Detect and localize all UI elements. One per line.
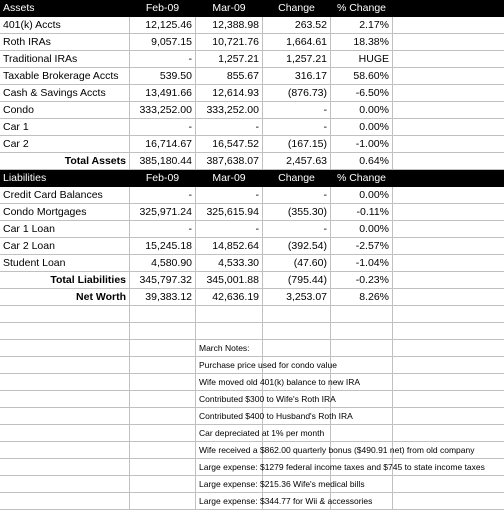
empty-cell[interactable]	[393, 221, 504, 238]
note-text: Purchase price used for condo value	[199, 360, 337, 370]
empty-cell[interactable]	[331, 391, 393, 408]
value-cell[interactable]: 16,547.52	[196, 136, 263, 153]
note-row	[0, 374, 504, 391]
empty-cell[interactable]	[393, 204, 504, 221]
header-cell[interactable]: Assets	[0, 0, 130, 17]
empty-cell[interactable]	[331, 425, 393, 442]
value-cell[interactable]: 263.52	[263, 17, 331, 34]
value-cell[interactable]: 12,388.98	[196, 17, 263, 34]
value-cell[interactable]: 325,615.94	[196, 204, 263, 221]
value-cell[interactable]: 539.50	[130, 68, 196, 85]
value-cell[interactable]: -	[263, 102, 331, 119]
value-cell[interactable]: 14,852.64	[196, 238, 263, 255]
asset-row	[0, 17, 504, 34]
net-worth-row	[0, 289, 504, 306]
liabilities-header-row	[0, 170, 504, 187]
empty-cell[interactable]	[393, 425, 504, 442]
empty-cell[interactable]	[393, 68, 504, 85]
empty-cell[interactable]	[393, 357, 504, 374]
empty-cell[interactable]	[393, 408, 504, 425]
note-text: Wife received a $862.00 quarterly bonus ($490.91 net) from old company	[199, 445, 475, 455]
label-cell[interactable]: Credit Card Balances	[0, 187, 130, 204]
empty-cell[interactable]	[130, 306, 196, 323]
value-cell[interactable]: 333,252.00	[130, 102, 196, 119]
empty-cell[interactable]	[393, 136, 504, 153]
liability-row	[0, 204, 504, 221]
empty-cell[interactable]	[130, 323, 196, 340]
empty-cell[interactable]	[393, 17, 504, 34]
empty-cell[interactable]	[331, 357, 393, 374]
header-cell[interactable]: Mar-09	[196, 170, 263, 187]
label-cell[interactable]: 401(k) Accts	[0, 17, 130, 34]
empty-cell[interactable]	[0, 459, 130, 476]
label-cell[interactable]: Condo	[0, 102, 130, 119]
liability-row	[0, 238, 504, 255]
total-label-cell[interactable]: Net Worth	[0, 289, 130, 306]
value-cell[interactable]: 12,125.46	[130, 17, 196, 34]
header-cell[interactable]: Feb-09	[130, 170, 196, 187]
value-cell[interactable]: 58.60%	[331, 68, 393, 85]
empty-cell[interactable]	[393, 476, 504, 493]
liability-row	[0, 221, 504, 238]
empty-cell[interactable]	[196, 323, 263, 340]
value-cell[interactable]: (392.54)	[263, 238, 331, 255]
label-cell[interactable]: Taxable Brokerage Accts	[0, 68, 130, 85]
header-cell[interactable]: Change	[263, 170, 331, 187]
label-cell[interactable]: Car 2	[0, 136, 130, 153]
value-cell[interactable]: HUGE	[331, 51, 393, 68]
note-row	[0, 391, 504, 408]
value-cell[interactable]: 4,580.90	[130, 255, 196, 272]
value-cell[interactable]: 8.26%	[331, 289, 393, 306]
value-cell[interactable]: 15,245.18	[130, 238, 196, 255]
value-cell[interactable]: 4,533.30	[196, 255, 263, 272]
value-cell[interactable]: 3,253.07	[263, 289, 331, 306]
empty-cell[interactable]	[196, 306, 263, 323]
empty-cell[interactable]	[0, 340, 130, 357]
value-cell[interactable]: (355.30)	[263, 204, 331, 221]
note-text: Contributed $300 to Wife's Roth IRA	[199, 394, 336, 404]
value-cell[interactable]: -	[196, 187, 263, 204]
label-cell[interactable]: Cash & Savings Accts	[0, 85, 130, 102]
value-cell[interactable]: 0.00%	[331, 119, 393, 136]
empty-cell[interactable]	[263, 323, 331, 340]
empty-cell[interactable]	[393, 255, 504, 272]
empty-cell[interactable]	[393, 323, 504, 340]
value-cell[interactable]: 345,797.32	[130, 272, 196, 289]
label-cell[interactable]: Car 1	[0, 119, 130, 136]
value-cell[interactable]: 42,636.19	[196, 289, 263, 306]
empty-cell[interactable]	[130, 476, 196, 493]
empty-cell[interactable]	[393, 306, 504, 323]
empty-cell[interactable]	[0, 493, 130, 510]
empty-cell[interactable]	[393, 493, 504, 510]
label-cell[interactable]: Traditional IRAs	[0, 51, 130, 68]
header-cell[interactable]: % Change	[331, 170, 393, 187]
value-cell[interactable]: 333,252.00	[196, 102, 263, 119]
note-text: Contributed $400 to Husband's Roth IRA	[199, 411, 353, 421]
liability-row	[0, 255, 504, 272]
empty-cell[interactable]	[0, 391, 130, 408]
asset-row	[0, 68, 504, 85]
value-cell[interactable]: 2.17%	[331, 17, 393, 34]
note-row	[0, 493, 504, 510]
header-cell[interactable]: Mar-09	[196, 0, 263, 17]
value-cell[interactable]: -	[196, 119, 263, 136]
note-row	[0, 476, 504, 493]
value-cell[interactable]: 345,001.88	[196, 272, 263, 289]
empty-cell[interactable]	[0, 476, 130, 493]
empty-cell[interactable]	[393, 51, 504, 68]
asset-row	[0, 136, 504, 153]
note-text: Large expense: $1279 federal income taxes and $745 to state income taxes	[199, 462, 485, 472]
value-cell[interactable]: 325,971.24	[130, 204, 196, 221]
value-cell[interactable]: -	[196, 221, 263, 238]
label-cell[interactable]: Roth IRAs	[0, 34, 130, 51]
empty-cell[interactable]	[130, 374, 196, 391]
total-liabilities-row	[0, 272, 504, 289]
empty-cell[interactable]	[393, 289, 504, 306]
value-cell[interactable]: 385,180.44	[130, 153, 196, 170]
empty-row	[0, 323, 504, 339]
empty-cell[interactable]	[0, 408, 130, 425]
value-cell[interactable]: (167.15)	[263, 136, 331, 153]
label-cell[interactable]: Car 1 Loan	[0, 221, 130, 238]
empty-cell[interactable]	[393, 85, 504, 102]
note-row	[0, 425, 504, 442]
value-cell[interactable]: -1.04%	[331, 255, 393, 272]
empty-cell[interactable]	[393, 238, 504, 255]
empty-cell[interactable]	[393, 119, 504, 136]
value-cell[interactable]: -0.11%	[331, 204, 393, 221]
value-cell[interactable]: 16,714.67	[130, 136, 196, 153]
empty-cell[interactable]	[130, 493, 196, 510]
label-cell[interactable]: Car 2 Loan	[0, 238, 130, 255]
label-cell[interactable]: Student Loan	[0, 255, 130, 272]
total-assets-row	[0, 153, 504, 170]
header-cell[interactable]: Liabilities	[0, 170, 130, 187]
note-row	[0, 408, 504, 425]
note-text: Large expense: $215.36 Wife's medical bills	[199, 479, 365, 489]
total-label-cell[interactable]: Total Liabilities	[0, 272, 130, 289]
empty-cell[interactable]	[393, 170, 504, 187]
value-cell[interactable]: 1,257.21	[263, 51, 331, 68]
empty-cell[interactable]	[263, 340, 331, 357]
header-cell[interactable]: Feb-09	[130, 0, 196, 17]
liability-row	[0, 187, 504, 204]
value-cell[interactable]: -	[263, 221, 331, 238]
note-row	[0, 459, 504, 476]
value-cell[interactable]: (795.44)	[263, 272, 331, 289]
empty-cell[interactable]	[130, 442, 196, 459]
value-cell[interactable]: 0.00%	[331, 221, 393, 238]
empty-cell[interactable]	[393, 34, 504, 51]
empty-cell[interactable]	[130, 357, 196, 374]
value-cell[interactable]: -	[263, 119, 331, 136]
value-cell[interactable]: 39,383.12	[130, 289, 196, 306]
empty-cell[interactable]	[130, 408, 196, 425]
empty-cell[interactable]	[393, 153, 504, 170]
note-text: Wife moved old 401(k) balance to new IRA	[199, 377, 361, 387]
header-cell[interactable]: Change	[263, 0, 331, 17]
value-cell[interactable]: 1,664.61	[263, 34, 331, 51]
value-cell[interactable]: 855.67	[196, 68, 263, 85]
asset-row	[0, 102, 504, 119]
asset-row	[0, 85, 504, 102]
value-cell[interactable]: -6.50%	[331, 85, 393, 102]
value-cell[interactable]: (47.60)	[263, 255, 331, 272]
value-cell[interactable]: 0.00%	[331, 102, 393, 119]
empty-cell[interactable]	[130, 425, 196, 442]
empty-cell[interactable]	[393, 102, 504, 119]
empty-cell[interactable]	[130, 340, 196, 357]
empty-cell[interactable]	[0, 425, 130, 442]
empty-cell[interactable]	[393, 391, 504, 408]
empty-cell[interactable]	[0, 442, 130, 459]
empty-cell[interactable]	[331, 306, 393, 323]
asset-row	[0, 119, 504, 136]
value-cell[interactable]: 316.17	[263, 68, 331, 85]
empty-cell[interactable]	[263, 306, 331, 323]
value-cell[interactable]: -	[130, 221, 196, 238]
value-cell[interactable]: -1.00%	[331, 136, 393, 153]
empty-cell[interactable]	[0, 357, 130, 374]
empty-cell[interactable]	[0, 306, 130, 323]
empty-cell[interactable]	[393, 0, 504, 17]
value-cell[interactable]: 13,491.66	[130, 85, 196, 102]
empty-cell[interactable]	[0, 323, 130, 340]
empty-cell[interactable]	[0, 374, 130, 391]
empty-cell[interactable]	[393, 272, 504, 289]
note-row	[0, 442, 504, 459]
value-cell[interactable]: 0.00%	[331, 187, 393, 204]
value-cell[interactable]: 387,638.07	[196, 153, 263, 170]
value-cell[interactable]: -	[130, 51, 196, 68]
note-text: Large expense: $344.77 for Wii & accessories	[199, 496, 373, 506]
value-cell[interactable]: 0.64%	[331, 153, 393, 170]
value-cell[interactable]: -	[130, 187, 196, 204]
empty-cell[interactable]	[393, 374, 504, 391]
asset-row	[0, 34, 504, 51]
notes-heading: March Notes:	[199, 343, 250, 353]
empty-cell[interactable]	[331, 340, 393, 357]
asset-row	[0, 51, 504, 68]
label-cell[interactable]: Condo Mortgages	[0, 204, 130, 221]
empty-cell[interactable]	[130, 391, 196, 408]
value-cell[interactable]: (876.73)	[263, 85, 331, 102]
note-text: Car depreciated at 1% per month	[199, 428, 325, 438]
value-cell[interactable]: 10,721.76	[196, 34, 263, 51]
value-cell[interactable]: 9,057.15	[130, 34, 196, 51]
note-row	[0, 340, 504, 357]
empty-cell[interactable]	[130, 459, 196, 476]
header-cell[interactable]: % Change	[331, 0, 393, 17]
value-cell[interactable]: -	[263, 187, 331, 204]
value-cell[interactable]: 1,257.21	[196, 51, 263, 68]
empty-cell[interactable]	[393, 187, 504, 204]
value-cell[interactable]: 2,457.63	[263, 153, 331, 170]
value-cell[interactable]: 18.38%	[331, 34, 393, 51]
note-row	[0, 357, 504, 374]
value-cell[interactable]: -2.57%	[331, 238, 393, 255]
empty-row	[0, 306, 504, 323]
empty-cell[interactable]	[393, 340, 504, 357]
value-cell[interactable]: 12,614.93	[196, 85, 263, 102]
assets-header-row	[0, 0, 504, 17]
value-cell[interactable]: -	[130, 119, 196, 136]
empty-cell[interactable]	[331, 323, 393, 340]
total-label-cell[interactable]: Total Assets	[0, 153, 130, 170]
value-cell[interactable]: -0.23%	[331, 272, 393, 289]
